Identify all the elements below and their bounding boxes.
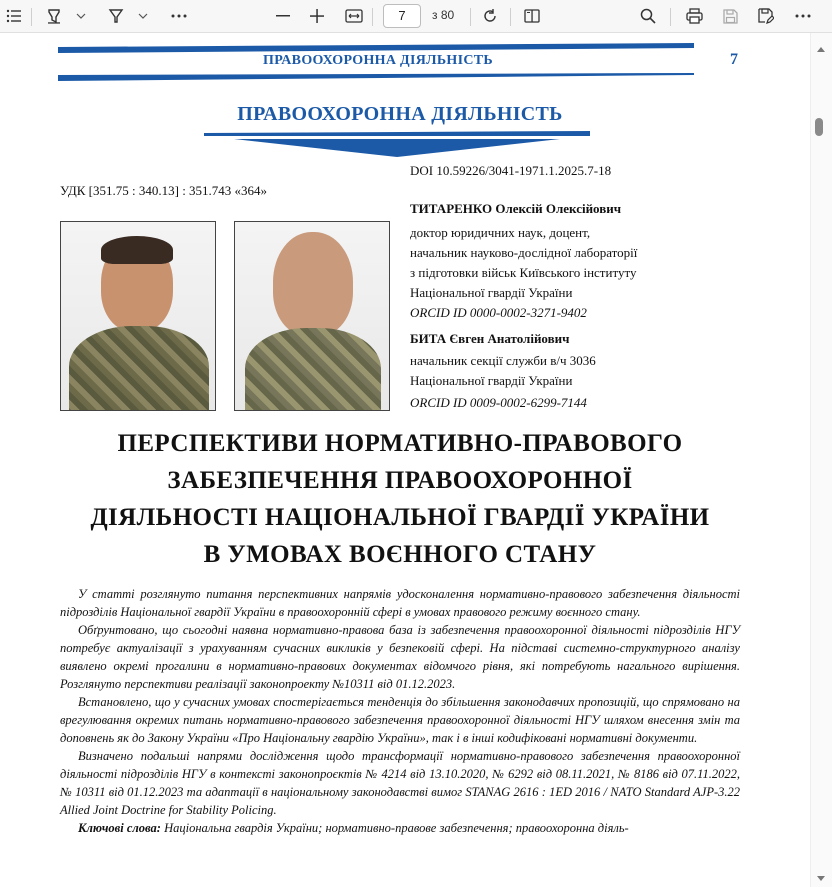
title-line: ЗАБЕЗПЕЧЕННЯ ПРАВООХОРОННОЇ: [167, 467, 633, 494]
running-header: ПРАВООХОРОННА ДІЯЛЬНІСТЬ: [263, 53, 493, 68]
page-view-icon[interactable]: [522, 7, 542, 25]
author-1-line: начальник науково-дослідної лабораторії: [410, 245, 638, 260]
highlight-icon[interactable]: [44, 7, 64, 25]
scroll-up-icon[interactable]: [817, 47, 825, 52]
scrollbar-thumb[interactable]: [815, 118, 823, 136]
page-count: з 80: [432, 8, 455, 22]
author-2-name: БИТА Євген Анатолійович: [410, 331, 570, 346]
abstract-paragraph: Встановлено, що у сучасних умовах спостерігається тенденція до збільшення законодавчих пропозицій, що спрямовано на врегулювання окремих питань нормативно-правового забезпечення правоохоронної діяльності НГУ шляхом внесення змін та доповнень як до Закону України «Про Національну гвардію України», так і в інші кодифіковані нормативні документи.: [60, 695, 740, 745]
toolbar-separator: [470, 8, 471, 26]
article-title: [60, 425, 740, 573]
more-icon[interactable]: [792, 7, 814, 25]
pdf-toolbar: [0, 0, 832, 33]
zoom-out-icon[interactable]: [274, 7, 292, 25]
section-title: ПРАВООХОРОННА ДІЯЛЬНІСТЬ: [237, 103, 563, 125]
author-2-orcid: ORCID ID 0009-0002-6299-7144: [410, 395, 587, 410]
section-title-decoration: [204, 129, 594, 159]
toolbar-separator: [670, 8, 671, 26]
keywords-text: Національна гвардія України; нормативно-правове забезпечення; правоохоронна діяль-: [164, 821, 629, 835]
doi: DOI 10.59226/3041-1971.1.2025.7-18: [410, 163, 612, 178]
author-photo-1: [60, 221, 216, 411]
vertical-scrollbar[interactable]: [810, 33, 832, 887]
author-1-orcid: ORCID ID 0000-0002-3271-9402: [410, 305, 587, 320]
page-number: 7: [730, 51, 738, 68]
keywords-label: Ключові слова:: [78, 821, 161, 835]
pdf-page: [0, 33, 810, 887]
author-1-line: Національної гвардії України: [410, 285, 573, 300]
author-1-name: ТИТАРЕНКО Олексій Олексійович: [410, 201, 622, 216]
more-tools-icon[interactable]: [168, 7, 190, 25]
zoom-in-icon[interactable]: [308, 7, 326, 25]
author-photo-2: [234, 221, 390, 411]
author-1-line: з підготовки військ Київського інституту: [410, 265, 637, 280]
search-icon[interactable]: [638, 7, 658, 25]
title-line: ПЕРСПЕКТИВИ НОРМАТИВНО-ПРАВОВОГО: [117, 430, 683, 457]
draw-icon[interactable]: [106, 7, 126, 25]
abstract: [60, 585, 740, 837]
scroll-down-icon[interactable]: [817, 876, 825, 881]
abstract-paragraph: Визначено подальші напрями дослідження щодо трансформації нормативно-правового забезпечення правоохоронної діяльності підрозділів НГУ в контексті законопроєктів № 4214 від 13.10.2020, № 6292 від 08.11.2021, № 8186 від 07.11.2022, № 10311 від 01.12.2023 та адаптації в національному законодавстві вимог STANAG 2616 : 1ED 2016 / NATO Standard AJP-3.22 Allied Joint Doctrine for Stability Policing.: [60, 749, 740, 817]
udk: УДК [351.75 : 340.13] : 351.743 «364»: [60, 183, 268, 198]
toolbar-separator: [510, 8, 511, 26]
abstract-paragraph: Обґрунтовано, що сьогодні наявна нормативно-правова база із забезпечення правоохоронної діяльності підрозділів НГУ потребує актуалізації з урахуванням сучасних викликів у безпековій сфері. На підставі системно-структурного аналізу виявлено окремі прогалини в нормативно-правових документах відомчого рівня, які потребують нагального вирішення. Розглянуто перспективи реалізації законопроекту №10311 від 01.12.2023.: [60, 623, 740, 691]
print-icon[interactable]: [684, 7, 704, 25]
title-line: В УМОВАХ ВОЄННОГО СТАНУ: [203, 541, 597, 568]
abstract-paragraph: У статті розглянуто питання перспективних напрямів удосконалення нормативно-правового забезпечення діяльності підрозділів Національної гвардії України в правоохоронній сфері в умовах правового режиму воєнного стану.: [60, 587, 740, 619]
author-2-line: Національної гвардії України: [410, 373, 573, 388]
fit-width-icon[interactable]: [344, 7, 364, 25]
toolbar-separator: [372, 8, 373, 26]
author-1-line: доктор юридичних наук, доцент,: [410, 225, 591, 240]
draw-dropdown-icon[interactable]: [136, 7, 150, 25]
save-icon[interactable]: [720, 7, 740, 25]
keywords: [60, 819, 740, 837]
highlight-dropdown-icon[interactable]: [74, 7, 88, 25]
rotate-icon[interactable]: [480, 7, 500, 25]
save-as-icon[interactable]: [756, 7, 776, 25]
author-2-line: начальник секції служби в/ч 3036: [410, 353, 596, 368]
page-number-input[interactable]: 7: [383, 4, 421, 28]
toolbar-separator: [31, 8, 32, 26]
contents-icon[interactable]: [4, 7, 24, 25]
title-line: ДІЯЛЬНОСТІ НАЦІОНАЛЬНОЇ ГВАРДІЇ УКРАЇНИ: [90, 504, 710, 531]
